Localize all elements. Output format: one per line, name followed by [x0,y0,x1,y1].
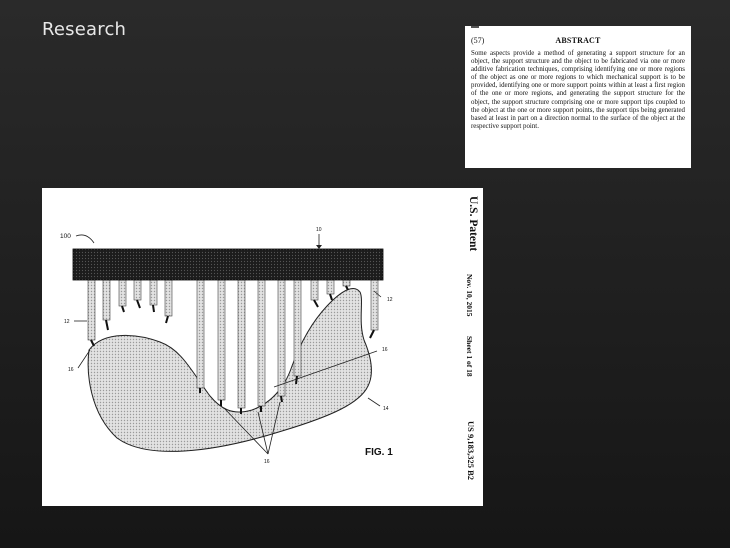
slide-title: Research [42,19,127,40]
patent-date: Nov. 10, 2015 [465,274,474,317]
abstract-header [471,36,685,48]
ref-supports-right: 12 [387,297,393,303]
build-platform [73,249,383,280]
abstract-heading: ABSTRACT [555,36,601,45]
ref-tip-bottom: 16 [264,459,270,465]
object-body [88,288,371,451]
ref-tip-right: 16 [382,347,388,353]
patent-sheet: Sheet 1 of 18 [465,336,474,377]
ref-assembly: 100 [60,233,71,240]
patent-number: US 9,183,325 B2 [466,421,476,481]
ref-tip-left: 16 [68,367,74,373]
patent-figure-image [42,188,483,506]
ref-supports-left: 12 [64,319,70,325]
ref-platform: 10 [316,227,322,233]
abstract-code: (57) [471,36,485,45]
arrowhead [316,245,322,249]
abstract-body: Some aspects provide a method of generating a support structure for an object, the support structure and the object to be fabricated via one or more additive fabrication techniques, comprising identifying one or more regions of the object as one or more regions to which mechanical support is to be provided, identifying one or more support points within at least a first region of the one or more regions, and generating the support structure for the object, the support structure comprising one or more support tips coupled to the object at the one or more support points, the support tips being generated based at least in part on a direction normal to the surface of the object at the respective support point. [471,50,685,130]
patent-office: U.S. Patent [467,196,479,252]
abstract-image [465,26,691,168]
ref-object: 14 [383,406,389,412]
patent-drawing [42,188,483,506]
figure-label: FIG. 1 [365,447,393,458]
cropped-text-fragment [471,26,479,28]
